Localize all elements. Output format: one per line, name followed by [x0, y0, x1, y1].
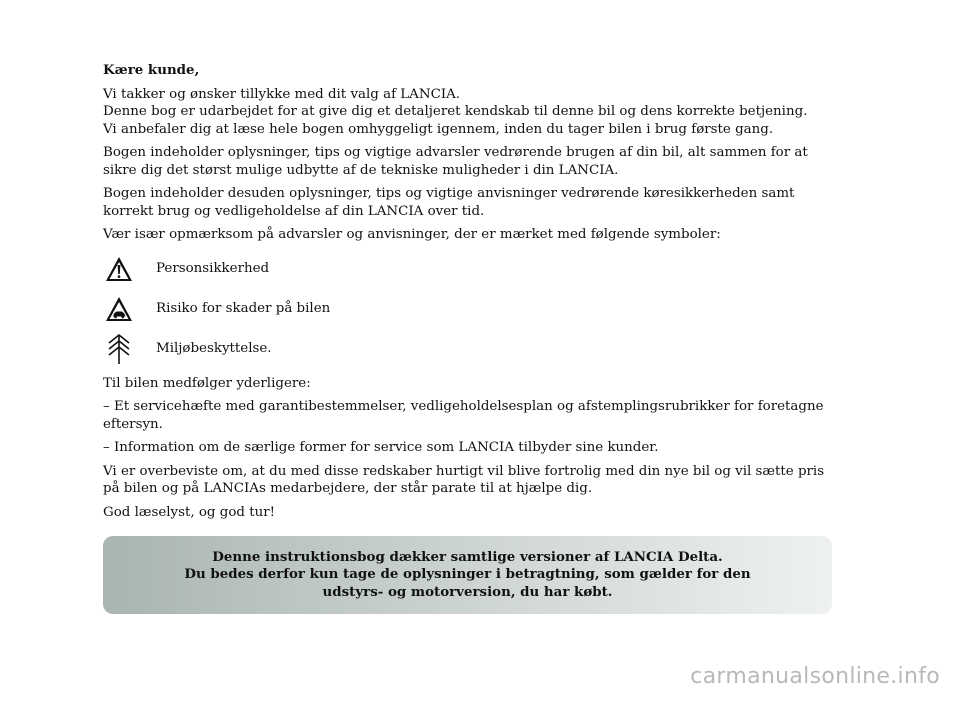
notice-line-1: Denne instruktionsbog dækker samtlige versioner af LANCIA Delta.	[212, 548, 723, 565]
intro-line-2: Denne bog er udarbejdet for at give dig et detaljeret kendskab til denne bil og dens korrekte betjening.	[103, 104, 808, 119]
paragraph-extras-intro: Til bilen medfølger yderligere:	[103, 375, 311, 391]
notice-box	[103, 536, 832, 614]
symbol-row-car-damage	[103, 289, 843, 329]
paragraph-symbols-intro: Vær især opmærksom på advarsler og anvisninger, der er mærket med følgende symboler:	[103, 227, 721, 242]
symbol-label: Risiko for skader på bilen	[156, 300, 331, 316]
symbol-row-personal-safety	[103, 249, 843, 289]
warning-triangle-icon	[105, 255, 133, 283]
extras-item-service-book: – Et servicehæfte med garantibestemmelser, vedligeholdelsesplan og afstemplingsrubrikker for foretagne eftersyn.	[103, 399, 824, 432]
notice-line-2: Du bedes derfor kun tage de oplysninger i betragtning, som gælder for den udstyrs- og motorversion, du har købt.	[184, 566, 751, 600]
paragraph-contents: Bogen indeholder oplysninger, tips og vigtige advarsler vedrørende brugen af din bil, alt sammen for at sikre dig det størst mulige udbytte af de tekniske muligheder i din LANCIA.	[103, 145, 808, 178]
intro-line-1: Vi takker og ønsker tillykke med dit valg af LANCIA.	[103, 86, 461, 102]
paragraph-closing: Vi er overbeviste om, at du med disse redskaber hurtigt vil blive fortrolig med din nye bil og vil sætte pris på bilen og på LANCIAs medarbejdere, der står parate til at hjælpe dig.	[103, 463, 825, 496]
car-damage-triangle-icon	[105, 295, 133, 323]
extras-item-service-info: – Information om de særlige former for service som LANCIA tilbyder sine kunder.	[103, 440, 659, 455]
symbol-label: Personsikkerhed	[156, 260, 270, 276]
watermark: carmanualsonline.info	[690, 664, 940, 689]
greeting: Kære kunde,	[103, 62, 200, 78]
symbol-label: Miljøbeskyttelse.	[156, 340, 272, 356]
symbol-row-environment	[103, 329, 843, 369]
tree-icon	[105, 335, 133, 363]
letter-body	[103, 62, 843, 521]
paragraph-safety: Bogen indeholder desuden oplysninger, tips og vigtige anvisninger vedrørende køresikkerheden samt korrekt brug og vedligeholdelse af din LANCIA over tid.	[103, 186, 795, 219]
intro-line-3: Vi anbefaler dig at læse hele bogen omhyggeligt igennem, inden du tager bilen i brug første gang.	[103, 121, 774, 137]
sign-off: God læselyst, og god tur!	[103, 504, 276, 520]
